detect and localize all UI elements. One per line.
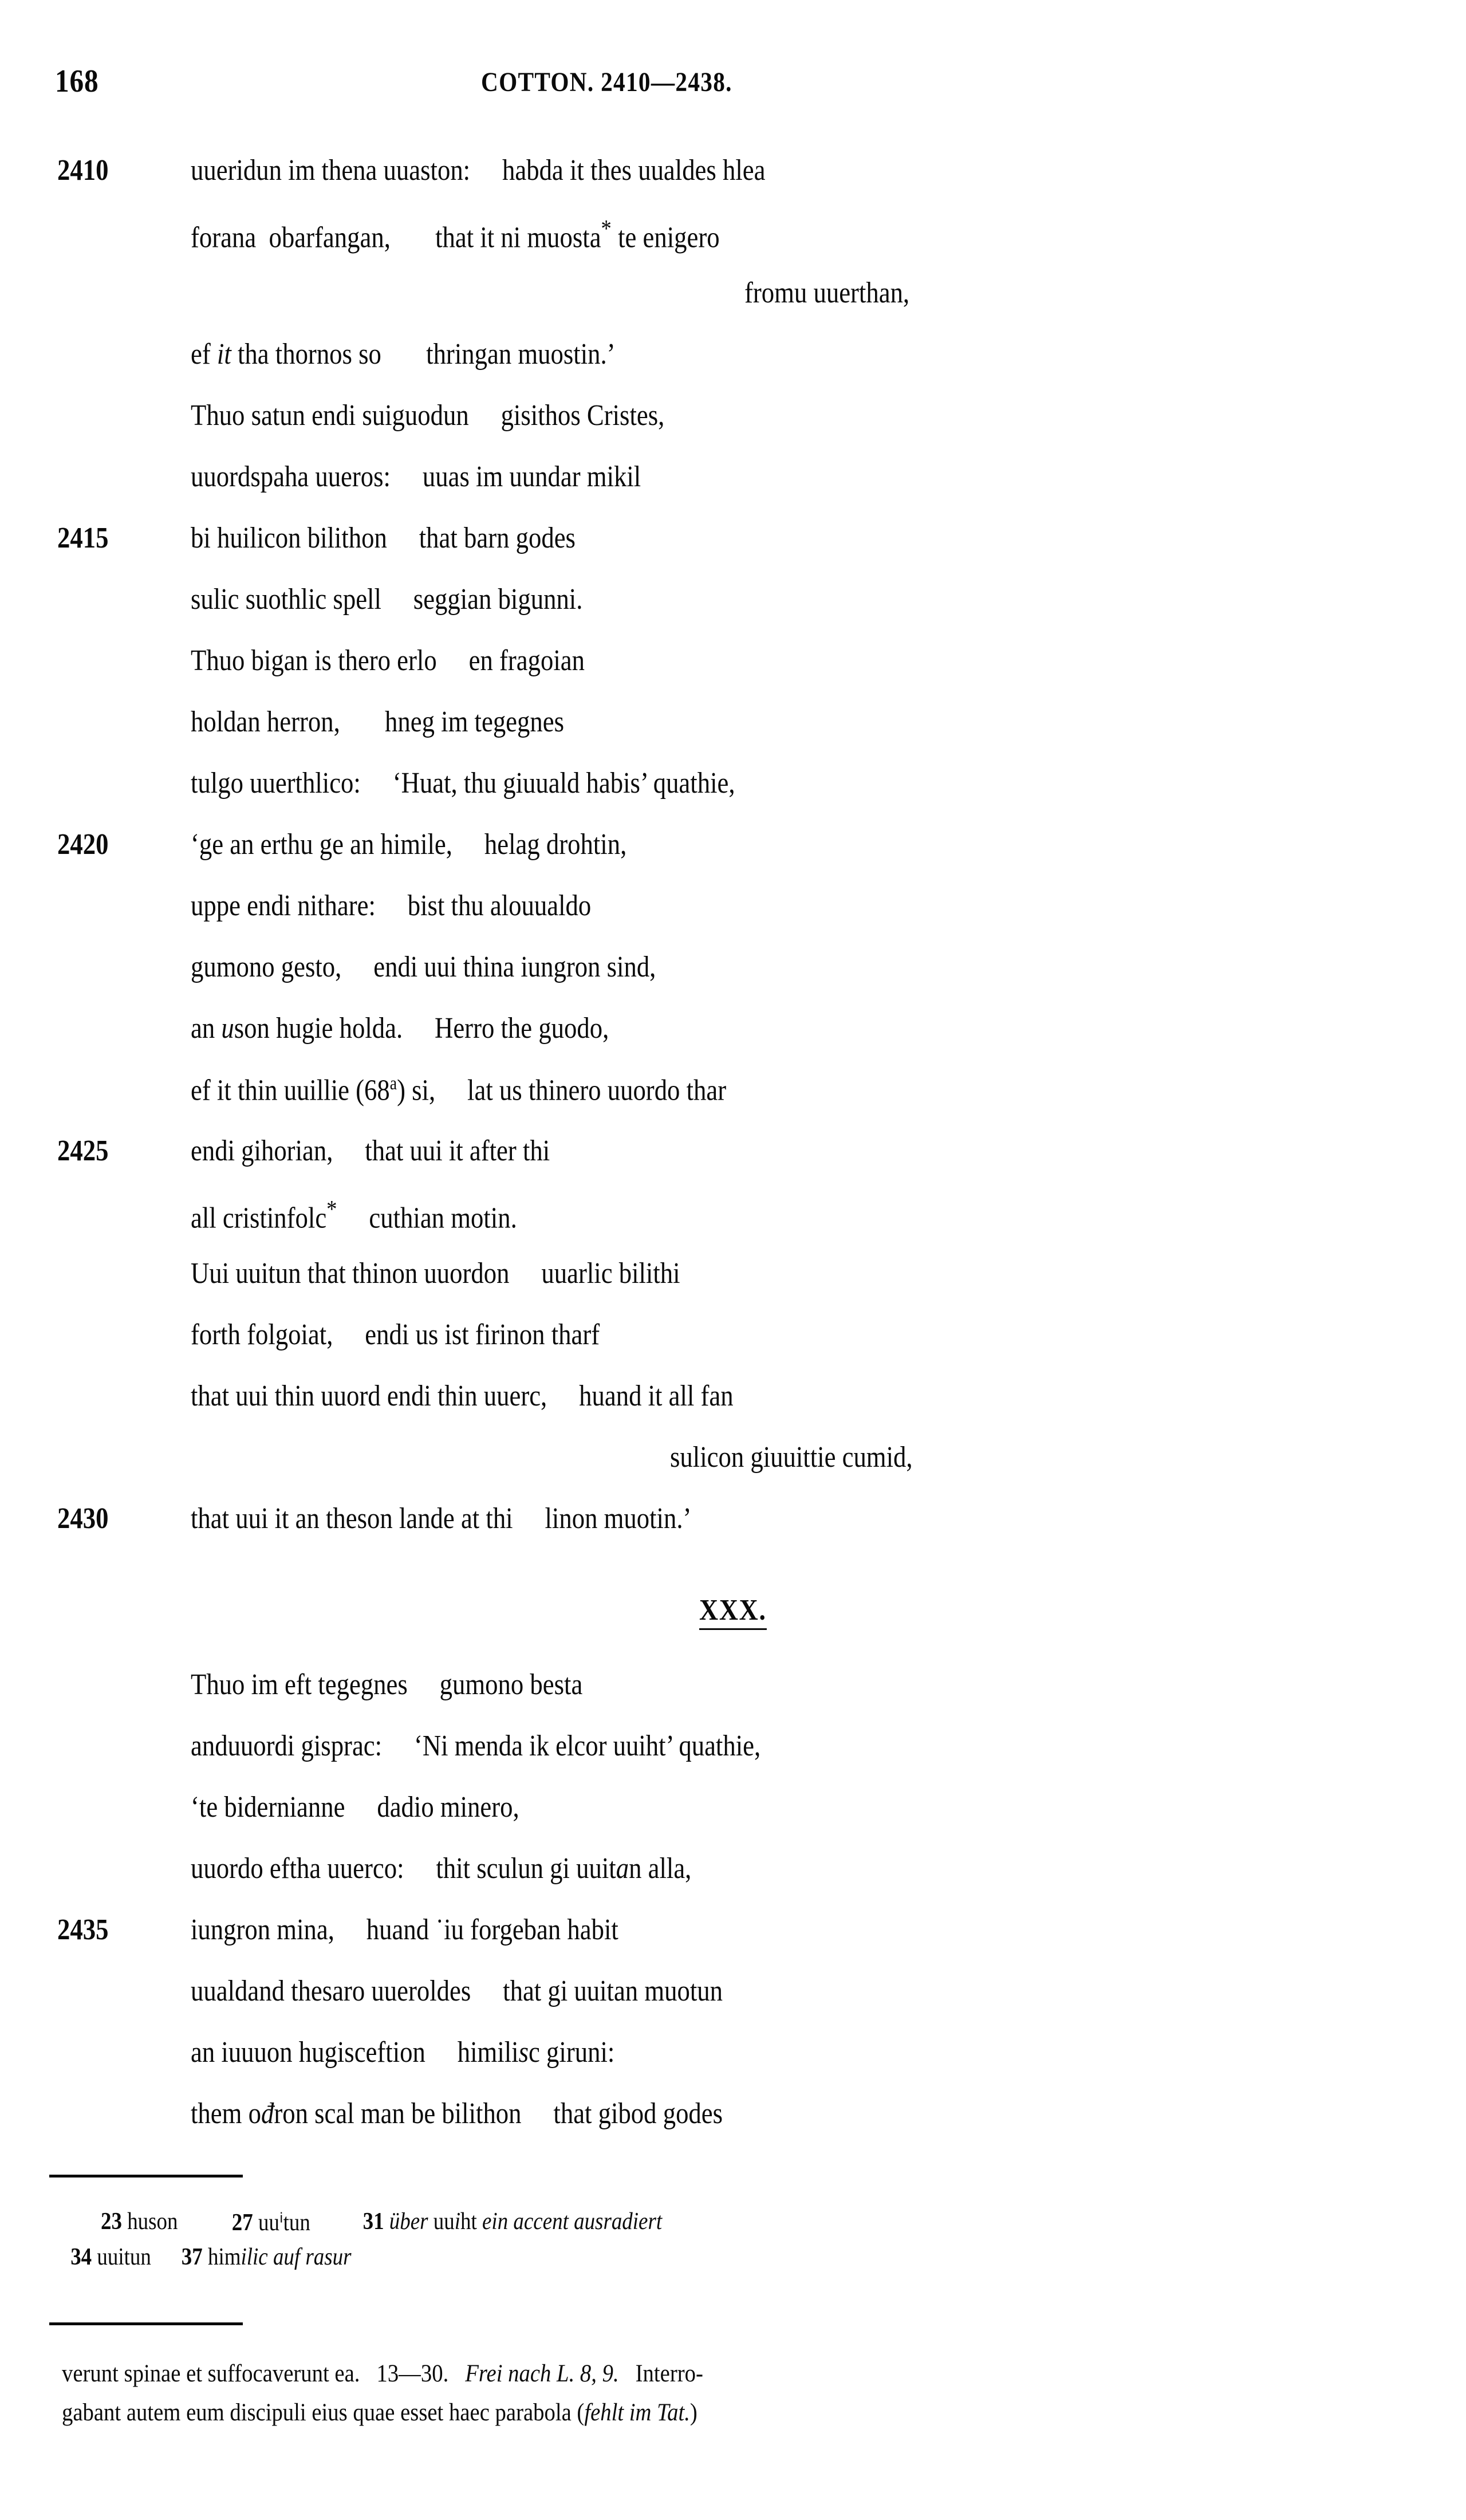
apparatus-entry — [363, 2208, 663, 2235]
apparatus-entry-number: 23 — [101, 2208, 122, 2235]
apparatus-entry-number: 27 — [231, 2210, 253, 2236]
verse-line — [0, 889, 1466, 950]
apparatus-entry — [232, 2208, 310, 2236]
apparatus-divider-rule — [49, 2175, 243, 2178]
apparatus-entry-text: uuitun — [97, 2244, 151, 2270]
verse-line — [0, 215, 1466, 276]
latin-note-line: gabant autem eum discipuli eius quae esset haec parabola (fehlt im Tat.) — [62, 2399, 697, 2426]
verse-line-number: 2430 — [57, 1502, 109, 1535]
verse-block-after-chapter — [0, 1668, 1466, 2158]
verse-line-text: that uui it an theson lande at thi linon muotin.’ — [191, 1502, 692, 1535]
verse-line-text: forth folgoiat, endi us ist firinon tharf — [191, 1318, 600, 1351]
verse-line-number: 2420 — [57, 828, 109, 861]
apparatus-asterisk: * — [601, 215, 612, 242]
apparatus-entry-text: huson — [127, 2208, 178, 2235]
verse-line — [0, 766, 1466, 828]
verse-line-number: 2435 — [57, 1913, 109, 1946]
verse-line-text: an iuuuon hugisceftion himilisc giruni: — [191, 2036, 615, 2069]
verse-line-text: them ođron scal man be bilithon that gibod godes — [191, 2097, 723, 2130]
verse-line-text: ef it thin uuillie (68$^a$) si, lat us thinero uuordo thar — [191, 1073, 727, 1107]
verse-line — [0, 1668, 1466, 1729]
verse-line-text: uppe endi nithare: bist thu alouualdo — [191, 889, 592, 922]
chapter-heading — [0, 1593, 1466, 1630]
verse-line-text: tulgo uuerthlico: ‘Huat, thu giuuald habis’ quathie, — [191, 767, 735, 800]
apparatus-entry-number: 31 — [362, 2208, 384, 2235]
verse-line-text: iungron mina, huand ˙iu forgeban habit — [191, 1913, 618, 1946]
verse-line-number: 2415 — [57, 522, 109, 554]
verse-line — [0, 1502, 1466, 1563]
verse-line — [0, 950, 1466, 1011]
apparatus-entry-text: über uuiht ein accent ausradiert — [389, 2208, 663, 2235]
verse-line — [0, 1440, 1466, 1502]
verse-line-text: uualdand thesaro uueroldes that gi uuitan muotun — [191, 1975, 723, 2007]
verse-line — [0, 1852, 1466, 1913]
apparatus-asterisk: * — [326, 1196, 337, 1223]
verse-line-text: Thuo im eft tegegnes gumono besta — [191, 1668, 583, 1701]
verse-line — [0, 337, 1466, 399]
page-number: 168 — [55, 64, 99, 99]
verse-line-text: ‘te bidernianne dadio minero, — [191, 1791, 519, 1824]
verse-line — [0, 521, 1466, 582]
apparatus-entry — [101, 2208, 178, 2235]
apparatus-entry-number: 34 — [70, 2244, 92, 2270]
verse-line — [0, 2097, 1466, 2158]
running-title: COTTON. 2410—2438. — [481, 67, 732, 97]
latin-note-line: verunt spinae et suffocaverunt ea. 13—30. Frei nach L. 8, 9. Interro- — [62, 2360, 703, 2387]
verse-line-text: Uui uuitun that thinon uuordon uuarlic bilithi — [191, 1257, 680, 1290]
verse-line — [0, 1134, 1466, 1195]
verse-line-text: gumono gesto, endi uui thina iungron sind, — [191, 951, 656, 983]
verse-line-text: uuordo eftha uuerco: thit sculun gi uuitan alla, — [191, 1852, 692, 1885]
apparatus-line — [0, 2208, 1290, 2243]
verse-line — [0, 1073, 1466, 1134]
running-head — [0, 63, 1466, 103]
verse-line — [0, 1011, 1466, 1073]
verse-line — [0, 644, 1466, 705]
verse-line-text: Thuo satun endi suiguodun gisithos Cristes, — [191, 399, 665, 432]
verse-line — [0, 276, 1466, 337]
verse-line-number: 2425 — [57, 1135, 109, 1167]
verse-line-text: sulic suothlic spell seggian bigunni. — [191, 583, 583, 616]
verse-line — [0, 1195, 1466, 1257]
verse-line — [0, 1913, 1466, 1974]
apparatus-entry-text: himilic auf rasur — [208, 2244, 352, 2270]
apparatus-entry — [182, 2243, 352, 2271]
verse-line-text: sulicon giuuittie cumid, — [670, 1441, 913, 1474]
verse-line — [0, 828, 1466, 889]
verse-line-text: bi huilicon bilithon that barn godes — [191, 522, 576, 554]
verse-line-text: ef it tha thornos so thringan muostin.’ — [191, 338, 616, 371]
verse-line — [0, 153, 1466, 215]
verse-line-text: anduuordi gisprac: ‘Ni menda ik elcor uuiht’ quathie, — [191, 1730, 761, 1762]
apparatus-entry — [70, 2243, 151, 2271]
verse-line-text: that uui thin uuord endi thin uuerc, huand it all fan — [191, 1380, 734, 1412]
critical-apparatus — [0, 2208, 1466, 2279]
verse-block — [0, 153, 1466, 1563]
verse-line-text: forana obarfangan, that it ni muosta* te enigero — [191, 215, 720, 254]
verse-line-text: all cristinfolc* cuthian motin. — [191, 1196, 517, 1235]
verse-line — [0, 1790, 1466, 1852]
verse-line-text: endi gihorian, that uui it after thi — [191, 1135, 550, 1167]
verse-line-text: ‘ge an erthu ge an himile, helag drohtin, — [191, 828, 627, 861]
verse-line — [0, 1318, 1466, 1379]
verse-line — [0, 399, 1466, 460]
verse-line — [0, 1974, 1466, 2035]
verse-line-number: 2410 — [57, 154, 109, 187]
verse-line — [0, 1257, 1466, 1318]
apparatus-line — [0, 2243, 1290, 2279]
verse-line-text: uueridun im thena uuaston: habda it thes uualdes hlea — [191, 154, 766, 187]
verse-line — [0, 705, 1466, 766]
verse-line-text: Thuo bigan is thero erlo en fragoian — [191, 644, 585, 677]
verse-line-text: uuordspaha uueros: uuas im uundar mikil — [191, 460, 641, 493]
latin-note-divider-rule — [49, 2322, 243, 2325]
verse-line — [0, 1379, 1466, 1440]
chapter-heading-label: XXX. — [699, 1593, 767, 1630]
verse-line-text: an uson hugie holda. Herro the guodo, — [191, 1012, 609, 1045]
apparatus-entry-number: 37 — [181, 2244, 203, 2270]
verse-line-text: holdan herron, hneg im tegegnes — [191, 706, 565, 738]
verse-line — [0, 582, 1466, 644]
latin-source-note — [0, 2360, 1466, 2438]
verse-line — [0, 1729, 1466, 1790]
apparatus-entry-text: uuⁱtun — [258, 2210, 310, 2236]
verse-line — [0, 460, 1466, 521]
verse-line — [0, 2035, 1466, 2097]
verse-line-text: fromu uuerthan, — [744, 277, 910, 309]
